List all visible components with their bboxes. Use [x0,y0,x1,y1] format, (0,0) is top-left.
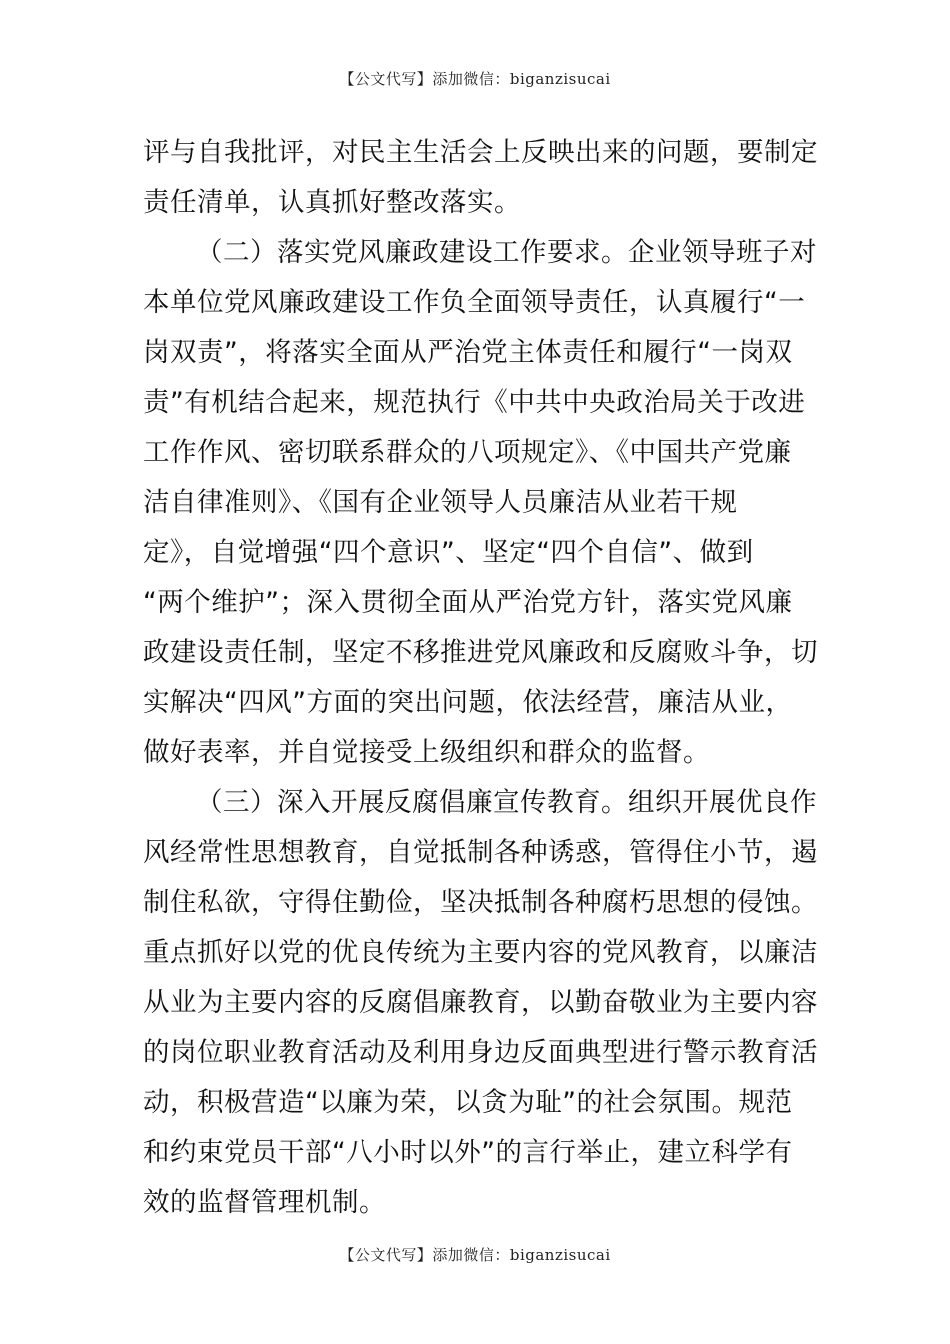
text-line: 责”有机结合起来，规范执行《中共中央政治局关于改进 [143,387,806,418]
text-line: 政建设责任制，坚定不移推进党风廉政和反腐败斗争，切 [143,637,818,668]
text-line: “两个维护”；深入贯彻全面从严治党方针，落实党风廉 [143,587,793,618]
text-line: 动，积极营造“以廉为荣，以贪为耻”的社会氛围。规范 [143,1087,793,1118]
text-line: 洁自律准则》、《国有企业领导人员廉洁从业若干规 [143,487,738,518]
text-line: 效的监督管理机制。 [143,1187,386,1218]
text-line: 从业为主要内容的反腐倡廉教育，以勤奋敬业为主要内容 [143,987,818,1018]
text-line: 责任清单，认真抓好整改落实。 [143,187,521,218]
text-line: 工作作风、密切联系群众的八项规定》、《中国共产党廉 [143,437,792,468]
text-line: 定》，自觉增强“四个意识”、坚定“四个自信”、做到 [143,537,754,568]
text-line: 做好表率，并自觉接受上级组织和群众的监督。 [143,737,710,768]
footer-note: 【公文代写】添加微信：biganzisucai [339,1246,611,1264]
text-line: 制住私欲，守得住勤俭，坚决抵制各种腐朽思想的侵蚀。 [143,887,818,918]
text-line: 风经常性思想教育，自觉抵制各种诱惑，管得住小节，遏 [143,837,818,868]
header-note: 【公文代写】添加微信：biganzisucai [339,70,611,88]
text-line: 的岗位职业教育活动及利用身边反面典型进行警示教育活 [143,1037,818,1068]
text-line: 和约束党员干部“八小时以外”的言行举止，建立科学有 [143,1137,793,1168]
text-line: 本单位党风廉政建设工作负全面领导责任，认真履行“一 [143,287,806,318]
text-line: 评与自我批评，对民主生活会上反映出来的问题，要制定 [143,137,818,168]
section-heading-line: （二）落实党风廉政建设工作要求。企业领导班子对 [196,237,817,268]
body-text [143,128,818,1228]
text-line: 重点抓好以党的优良传统为主要内容的党风教育，以廉洁 [143,937,818,968]
text-line: 实解决“四风”方面的突出问题，依法经营，廉洁从业， [143,687,793,718]
section-heading-line: （三）深入开展反腐倡廉宣传教育。组织开展优良作 [196,787,817,818]
text-line: 岗双责”，将落实全面从严治党主体责任和履行“一岗双 [143,337,793,368]
